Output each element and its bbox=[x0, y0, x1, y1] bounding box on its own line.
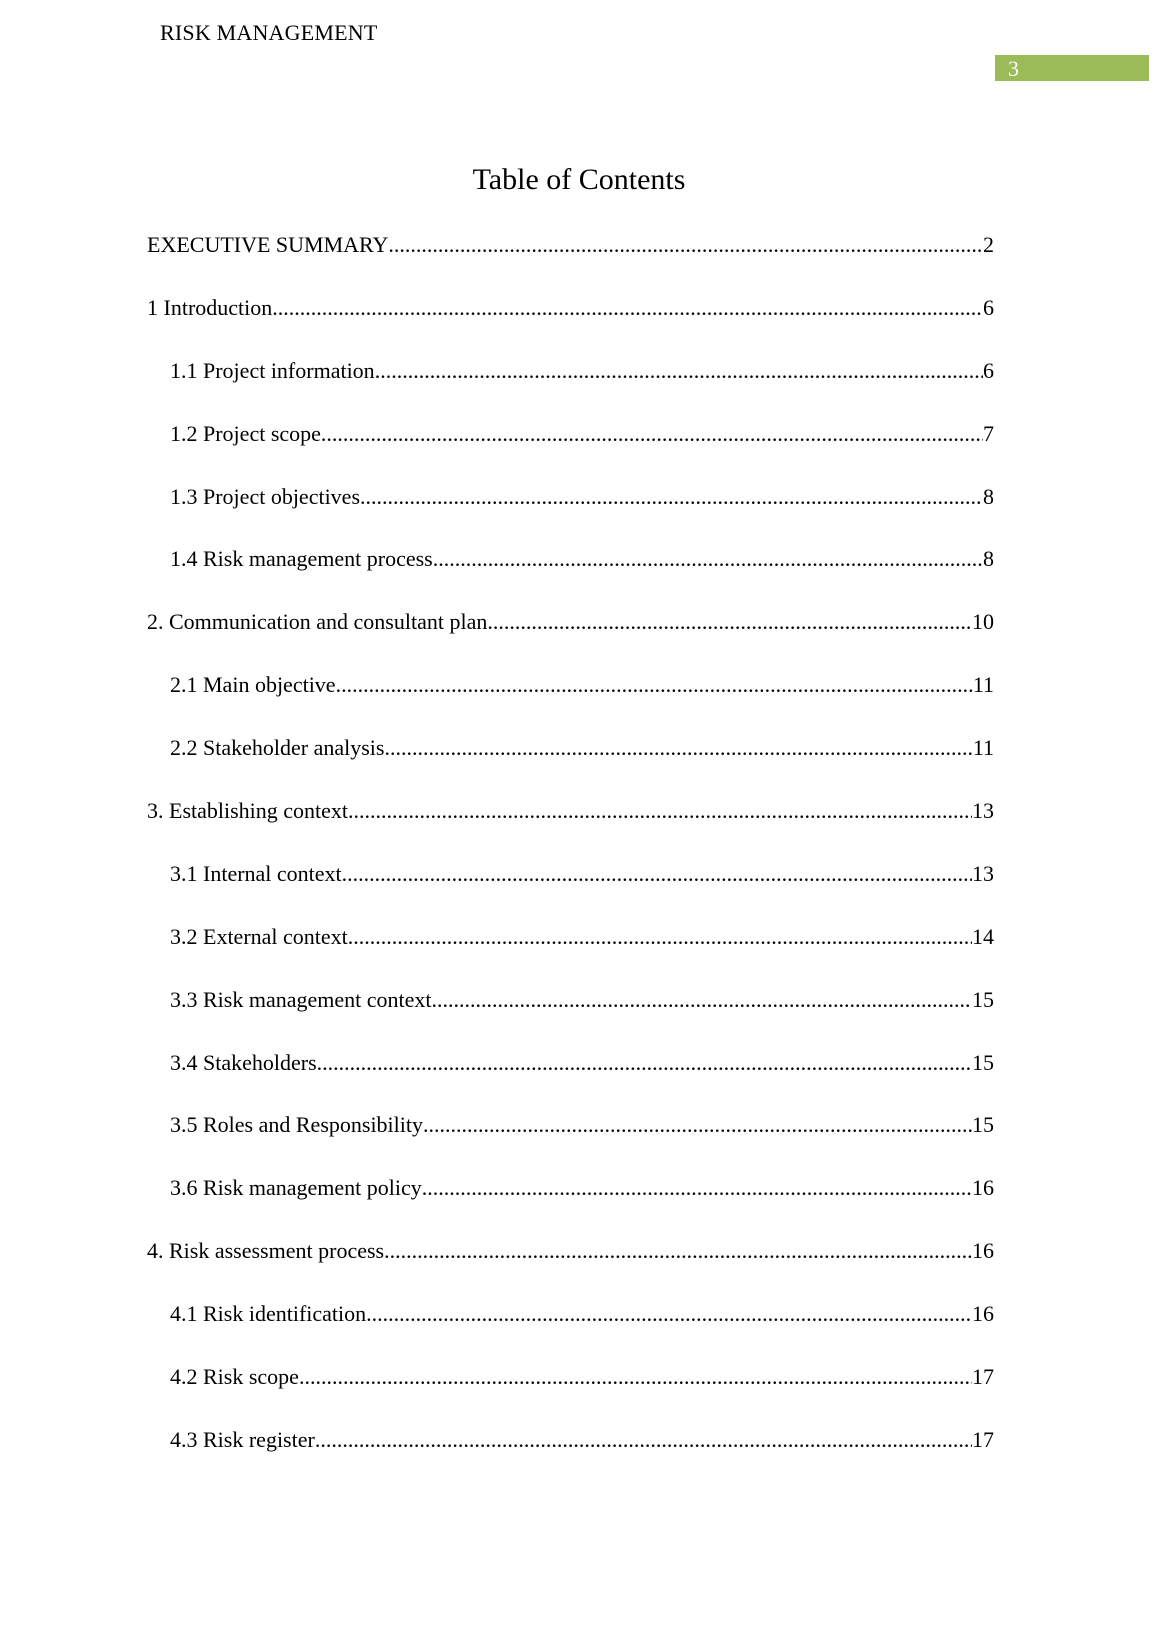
toc-entry-label[interactable]: 4.1 Risk identification bbox=[170, 1301, 367, 1327]
toc-entry-page-number[interactable]: 16 bbox=[972, 1175, 994, 1201]
toc-heading: Table of Contents bbox=[472, 163, 686, 196]
toc-entry[interactable] bbox=[147, 1236, 994, 1299]
toc-entry-label[interactable]: 3.1 Internal context bbox=[170, 860, 342, 886]
toc-entry-page-number[interactable]: 17 bbox=[972, 1426, 994, 1452]
toc-dot-leader bbox=[422, 1173, 972, 1203]
toc-entry-page-number[interactable]: 13 bbox=[972, 798, 994, 824]
toc-entry-page-number[interactable]: 10 bbox=[972, 609, 994, 635]
toc-entry[interactable] bbox=[147, 1425, 994, 1488]
toc-entry-page-number[interactable]: 11 bbox=[972, 735, 994, 761]
toc-entry-page-number[interactable]: 2 bbox=[983, 232, 994, 257]
toc-entry[interactable] bbox=[147, 922, 994, 985]
toc-entry[interactable] bbox=[147, 230, 994, 293]
toc-dot-leader bbox=[317, 1048, 972, 1078]
toc-entry-page-number[interactable]: 15 bbox=[972, 1112, 994, 1138]
toc-entry-label[interactable]: 2. Communication and consultant plan bbox=[147, 609, 488, 635]
toc-dot-leader bbox=[433, 544, 983, 574]
toc-dot-leader bbox=[348, 796, 972, 826]
toc-dot-leader bbox=[432, 985, 973, 1015]
toc-entry-label[interactable]: 2.2 Stakeholder analysis bbox=[170, 735, 385, 761]
toc-entry[interactable] bbox=[147, 733, 994, 796]
toc-entry[interactable] bbox=[147, 796, 994, 859]
toc-entry-page-number[interactable]: 17 bbox=[972, 1364, 994, 1390]
toc-dot-leader bbox=[388, 230, 983, 260]
toc-entry-label[interactable]: 3.5 Roles and Responsibility bbox=[170, 1112, 423, 1138]
toc-entry-page-number[interactable]: 11 bbox=[972, 672, 994, 698]
toc-dot-leader bbox=[384, 733, 972, 763]
toc-entry[interactable] bbox=[147, 985, 994, 1048]
toc-entry-page-number[interactable]: 7 bbox=[983, 420, 994, 446]
table-of-contents bbox=[147, 230, 994, 1488]
toc-entry[interactable] bbox=[147, 544, 994, 607]
toc-entry[interactable] bbox=[147, 482, 994, 545]
toc-entry-label[interactable]: EXECUTIVE SUMMARY bbox=[147, 232, 389, 257]
toc-entry-label[interactable]: 3.4 Stakeholders bbox=[170, 1049, 317, 1075]
toc-entry-label[interactable]: 4.2 Risk scope bbox=[170, 1364, 299, 1390]
toc-dot-leader bbox=[342, 859, 972, 889]
toc-entry[interactable] bbox=[147, 1299, 994, 1362]
page-number-badge bbox=[995, 55, 1149, 81]
toc-dot-leader bbox=[336, 670, 973, 700]
toc-dot-leader bbox=[384, 1236, 972, 1266]
toc-entry-page-number[interactable]: 16 bbox=[972, 1301, 994, 1327]
toc-entry-label[interactable]: 1.1 Project information bbox=[170, 357, 375, 383]
toc-entry[interactable] bbox=[147, 1048, 994, 1111]
toc-dot-leader bbox=[315, 1425, 972, 1455]
toc-dot-leader bbox=[348, 922, 972, 952]
toc-entry-page-number[interactable]: 13 bbox=[972, 860, 994, 886]
toc-entry[interactable] bbox=[147, 356, 994, 419]
toc-entry[interactable] bbox=[147, 1362, 994, 1425]
toc-entry-page-number[interactable]: 15 bbox=[972, 1049, 994, 1075]
toc-entry-page-number[interactable]: 8 bbox=[983, 483, 994, 509]
toc-entry[interactable] bbox=[147, 1110, 994, 1173]
toc-entry-label[interactable]: 1.3 Project objectives bbox=[170, 483, 361, 509]
toc-entry[interactable] bbox=[147, 293, 994, 356]
toc-entry-label[interactable]: 1.2 Project scope bbox=[170, 420, 321, 446]
page-number: 3 bbox=[1008, 56, 1019, 81]
toc-entry-label[interactable]: 3. Establishing context bbox=[147, 798, 349, 824]
toc-entry-page-number[interactable]: 14 bbox=[972, 923, 994, 949]
toc-entry-page-number[interactable]: 15 bbox=[972, 986, 994, 1012]
toc-entry-page-number[interactable]: 6 bbox=[983, 357, 994, 383]
toc-entry-label[interactable]: 2.1 Main objective bbox=[170, 672, 336, 698]
toc-dot-leader bbox=[375, 356, 983, 386]
toc-dot-leader bbox=[366, 1299, 972, 1329]
toc-dot-leader bbox=[423, 1110, 972, 1140]
toc-entry-label[interactable]: 1 Introduction bbox=[147, 294, 273, 320]
toc-entry-page-number[interactable]: 8 bbox=[983, 546, 994, 572]
toc-entry-label[interactable]: 4. Risk assessment process bbox=[147, 1238, 385, 1264]
toc-entry-label[interactable]: 4.3 Risk register bbox=[170, 1426, 315, 1452]
toc-dot-leader bbox=[299, 1362, 972, 1392]
toc-entry-label[interactable]: 3.3 Risk management context bbox=[170, 986, 432, 1012]
toc-entry-label[interactable]: 1.4 Risk management process bbox=[170, 546, 433, 572]
toc-entry-label[interactable]: 3.6 Risk management policy bbox=[170, 1175, 422, 1201]
toc-entry[interactable] bbox=[147, 607, 994, 670]
toc-dot-leader bbox=[487, 607, 972, 637]
toc-entry-label[interactable]: 3.2 External context bbox=[170, 923, 348, 949]
toc-entry-page-number[interactable]: 16 bbox=[972, 1238, 994, 1264]
toc-dot-leader bbox=[360, 482, 983, 512]
toc-dot-leader bbox=[272, 293, 983, 323]
toc-entry[interactable] bbox=[147, 1173, 994, 1236]
toc-entry-page-number[interactable]: 6 bbox=[983, 294, 994, 320]
running-header: RISK MANAGEMENT bbox=[160, 20, 378, 45]
toc-entry[interactable] bbox=[147, 859, 994, 922]
toc-entry[interactable] bbox=[147, 670, 994, 733]
toc-entry[interactable] bbox=[147, 419, 994, 482]
toc-dot-leader bbox=[321, 419, 983, 449]
